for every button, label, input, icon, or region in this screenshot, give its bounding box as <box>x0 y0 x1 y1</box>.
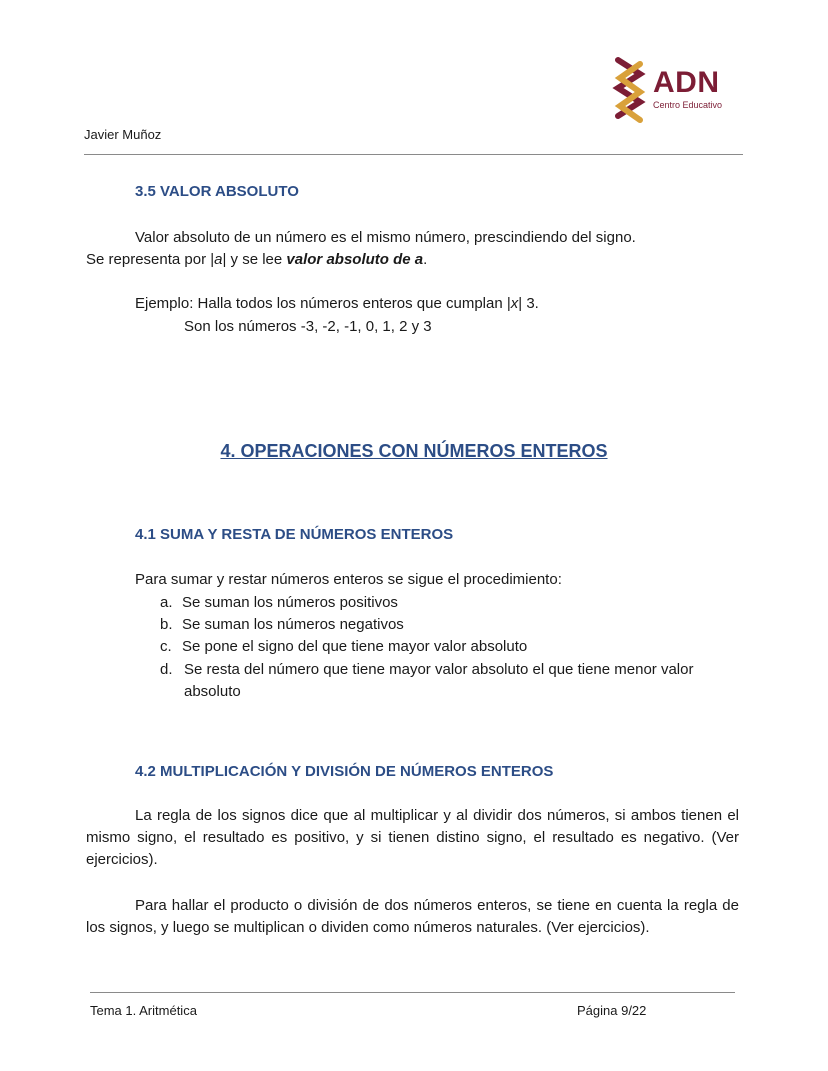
example-post: | 3. <box>518 295 539 312</box>
section-4-2-para2: Para hallar el producto o división de dos números enteros, se tiene en cuenta la regla de los signos, y luego se multiplican o dividen como números naturales. (Ver ejercicios). <box>86 897 739 936</box>
example-statement <box>135 293 539 315</box>
header-divider <box>84 154 743 155</box>
list-item <box>160 659 740 700</box>
line2-var: a <box>214 251 223 268</box>
line2-mid: | y se lee <box>222 251 287 268</box>
section-3-5-line2 <box>86 249 427 271</box>
example-var: x <box>510 295 519 312</box>
line2-end: . <box>423 251 428 268</box>
section-3-5-line1: Valor absoluto de un número es el mismo número, prescindiendo del signo. <box>135 229 636 246</box>
author-name: Javier Muñoz <box>84 127 162 142</box>
line2-pre: Se representa por | <box>86 251 215 268</box>
line2-bold: valor absoluto de a <box>286 251 424 268</box>
list-item <box>160 614 404 636</box>
list-marker: b. <box>160 616 173 633</box>
section-4-1-title: 4.1 SUMA Y RESTA DE NÚMEROS ENTEROS <box>135 526 454 543</box>
section-4-2-para1: La regla de los signos dice que al multiplicar y al dividir dos números, si ambos tienen el mismo signo, el resultado es positivo, y si tienen distino signo, el resultado es negativo. (Ver ejercicios). <box>86 807 739 868</box>
list-text: Se pone el signo del que tiene mayor valor absoluto <box>182 638 528 655</box>
footer-left: Tema 1. Aritmética <box>90 1003 197 1018</box>
list-text: Se suman los números negativos <box>182 616 404 633</box>
section-4-2-title: 4.2 MULTIPLICACIÓN Y DIVISIÓN DE NÚMEROS ENTEROS <box>135 763 554 780</box>
example-pre: Ejemplo: Halla todos los números enteros que cumplan | <box>135 295 511 312</box>
page-number: Página 9/22 <box>577 1003 647 1018</box>
list-text: Se suman los números positivos <box>182 594 398 611</box>
list-item <box>160 636 528 658</box>
example-answer: Son los números -3, -2, -1, 0, 1, 2 y 3 <box>184 318 432 335</box>
dna-logo-icon <box>612 56 648 126</box>
logo-subtitle: Centro Educativo <box>653 100 723 110</box>
list-item <box>160 592 398 614</box>
footer-divider <box>90 992 735 993</box>
list-marker: d. <box>160 661 173 678</box>
logo-word: ADN <box>653 66 720 99</box>
logo <box>612 56 742 126</box>
list-marker: a. <box>160 594 173 611</box>
section-3-5-title: 3.5 VALOR ABSOLUTO <box>135 183 299 200</box>
list-text: Se resta del número que tiene mayor valor absoluto el que tiene menor valor absoluto <box>184 661 694 700</box>
section-4-title: 4. OPERACIONES CON NÚMEROS ENTEROS <box>220 441 608 461</box>
list-marker: c. <box>160 638 172 655</box>
section-4-1-intro: Para sumar y restar números enteros se sigue el procedimiento: <box>135 571 562 588</box>
